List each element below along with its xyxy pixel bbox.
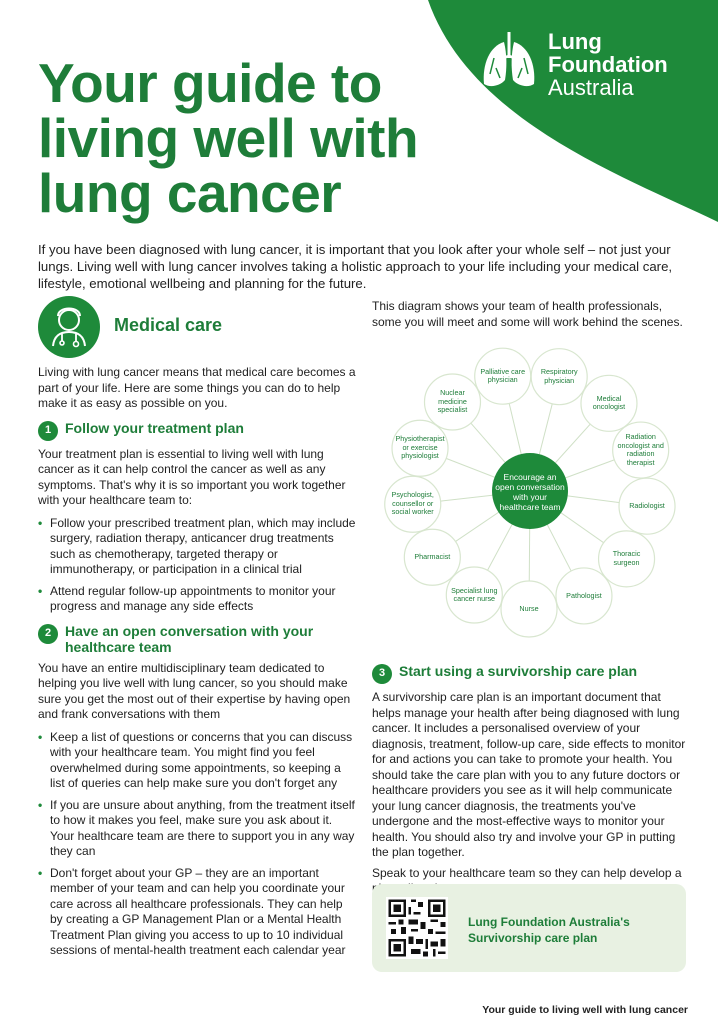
qr-label[interactable]: Lung Foundation Australia's Survivorship care plan bbox=[468, 915, 630, 945]
step-2-heading bbox=[38, 623, 356, 655]
step-1-title: Follow your treatment plan bbox=[65, 419, 244, 436]
medical-care-intro: Living with lung cancer means that medical care becomes a part of your life. Here are some things you can do to help make it as easy as possible on you. bbox=[38, 365, 356, 410]
step-1-heading bbox=[38, 420, 356, 441]
intro-paragraph: If you have been diagnosed with lung cancer, it is important that you look after your whole self – not just your lungs. Living well with lung cancer involves taking a holistic approach to your life including your medical care, lifestyle, emotional wellbeing and planning for the future. bbox=[38, 242, 673, 291]
step-2-title: Have an open conversation with your healthcare team bbox=[65, 622, 314, 655]
step-3-title: Start using a survivorship care plan bbox=[399, 663, 638, 679]
step-1-number: 1 bbox=[38, 421, 58, 441]
step-3-text-2: Speak to your healthcare team so they can help develop a bbox=[372, 865, 682, 880]
diagram-node-label: Pharmacist bbox=[414, 551, 451, 561]
list-item: • Keep a list of questions or concerns that you can discuss with your healthcare team. You might find you feel overwhelmed during some appointments, so keeping a list of queries can help make sure you don't forget any bbox=[38, 730, 356, 792]
logo-line-1: Lung bbox=[548, 29, 602, 54]
diagram-node-label: Pathologist bbox=[566, 590, 602, 600]
lung-foundation-logo[interactable] bbox=[478, 28, 708, 108]
step-1-text: Your treatment plan is essential to living well with lung cancer as it can help control the cancer as well as any symptoms. That's why it is so important you work together with your healthcare team to: bbox=[38, 446, 346, 507]
step-3-text: A survivorship care plan is an important document that helps manage your health after being diagnosed with lung cancer. It includes a personalised overview of your diagnosis, treatment, follow-up care, side effects to monitor for and actions you can take to promote your health. You should take the care plan with you to any future doctors or healthcare providers you see as it will help communicate your lung cancer diagnosis, the treatments you've undergone and the most-effective ways to monitor your health. You should also try and involve your GP in putting the plan together. bbox=[372, 690, 686, 859]
logo-text bbox=[548, 30, 668, 99]
survivorship-plan-box[interactable] bbox=[372, 884, 686, 972]
diagram-node-label: Medical oncologist bbox=[592, 393, 626, 412]
diagram-node-label: Nurse bbox=[519, 603, 539, 613]
diagram-center-label: Encourage an open conversation with your healthcare team bbox=[495, 472, 565, 512]
step-1-bullets bbox=[38, 516, 356, 615]
step-2-text: You have an entire multidisciplinary team dedicated to helping you live well with lung cancer, so you should make sure you get the most out of their expertise by having open and frank conversations with them bbox=[38, 660, 351, 721]
logo-line-3: Australia bbox=[548, 75, 634, 100]
diagram-node-label: Palliative care physician bbox=[480, 366, 526, 385]
diagram-node-label: Respiratory physician bbox=[540, 367, 578, 385]
diagram-node-label: Physiotherapist or exercise physiologist bbox=[395, 434, 445, 461]
diagram-node-label: Specialist lung cancer nurse bbox=[451, 585, 498, 604]
list-item: • Follow your prescribed treatment plan, which may include surgery, radiation therapy, anticancer drug treatments such as chemotherapy, targeted therapy or immunotherapy, or participation in a clinical trial bbox=[38, 516, 356, 578]
medical-care-heading: Medical care bbox=[114, 315, 223, 335]
page-footer: Your guide to living well with lung cancer bbox=[482, 1004, 688, 1016]
care-team-diagram bbox=[370, 340, 692, 642]
diagram-node-label: Psychologist, counsellor or social worker bbox=[391, 490, 434, 517]
doctor-icon bbox=[38, 296, 100, 358]
step-3-number: 3 bbox=[372, 664, 392, 684]
diagram-node-label: Thoracic surgeon bbox=[612, 549, 641, 567]
right-column bbox=[372, 655, 690, 902]
list-item: • If you are unsure about anything, from the treatment itself to how it makes you feel, make sure you ask about it. Your healthcare team are there to support you in any way they can bbox=[38, 798, 356, 860]
page-title: Your guide to living well with lung cancer bbox=[38, 52, 419, 224]
diagram-node-label: Radiologist bbox=[629, 500, 665, 510]
left-column bbox=[38, 365, 356, 965]
step-2-bullets bbox=[38, 730, 356, 959]
list-item: • Don't forget about your GP – they are an important member of your team and can help you coordinate your care across all healthcare professionals. They can help by creating a GP Management Plan or a Mental Health Treatment Plan giving you access to up to 10 individual sessions of mental-health treatment each calendar year bbox=[38, 866, 356, 959]
step-2-number: 2 bbox=[38, 624, 58, 644]
logo-line-2: Foundation bbox=[548, 52, 668, 77]
diagram-node-label: Nuclear medicine specialist bbox=[437, 388, 468, 415]
step-3-heading bbox=[372, 663, 690, 684]
diagram-node-label: Radiation oncologist and radiation therapist bbox=[617, 432, 664, 467]
list-item: • Attend regular follow-up appointments to monitor your progress and manage any side effects bbox=[38, 584, 356, 615]
qr-code-icon[interactable] bbox=[386, 897, 448, 959]
diagram-caption: This diagram shows your team of health professionals, some you will meet and some will work behind the scenes. bbox=[372, 299, 683, 329]
